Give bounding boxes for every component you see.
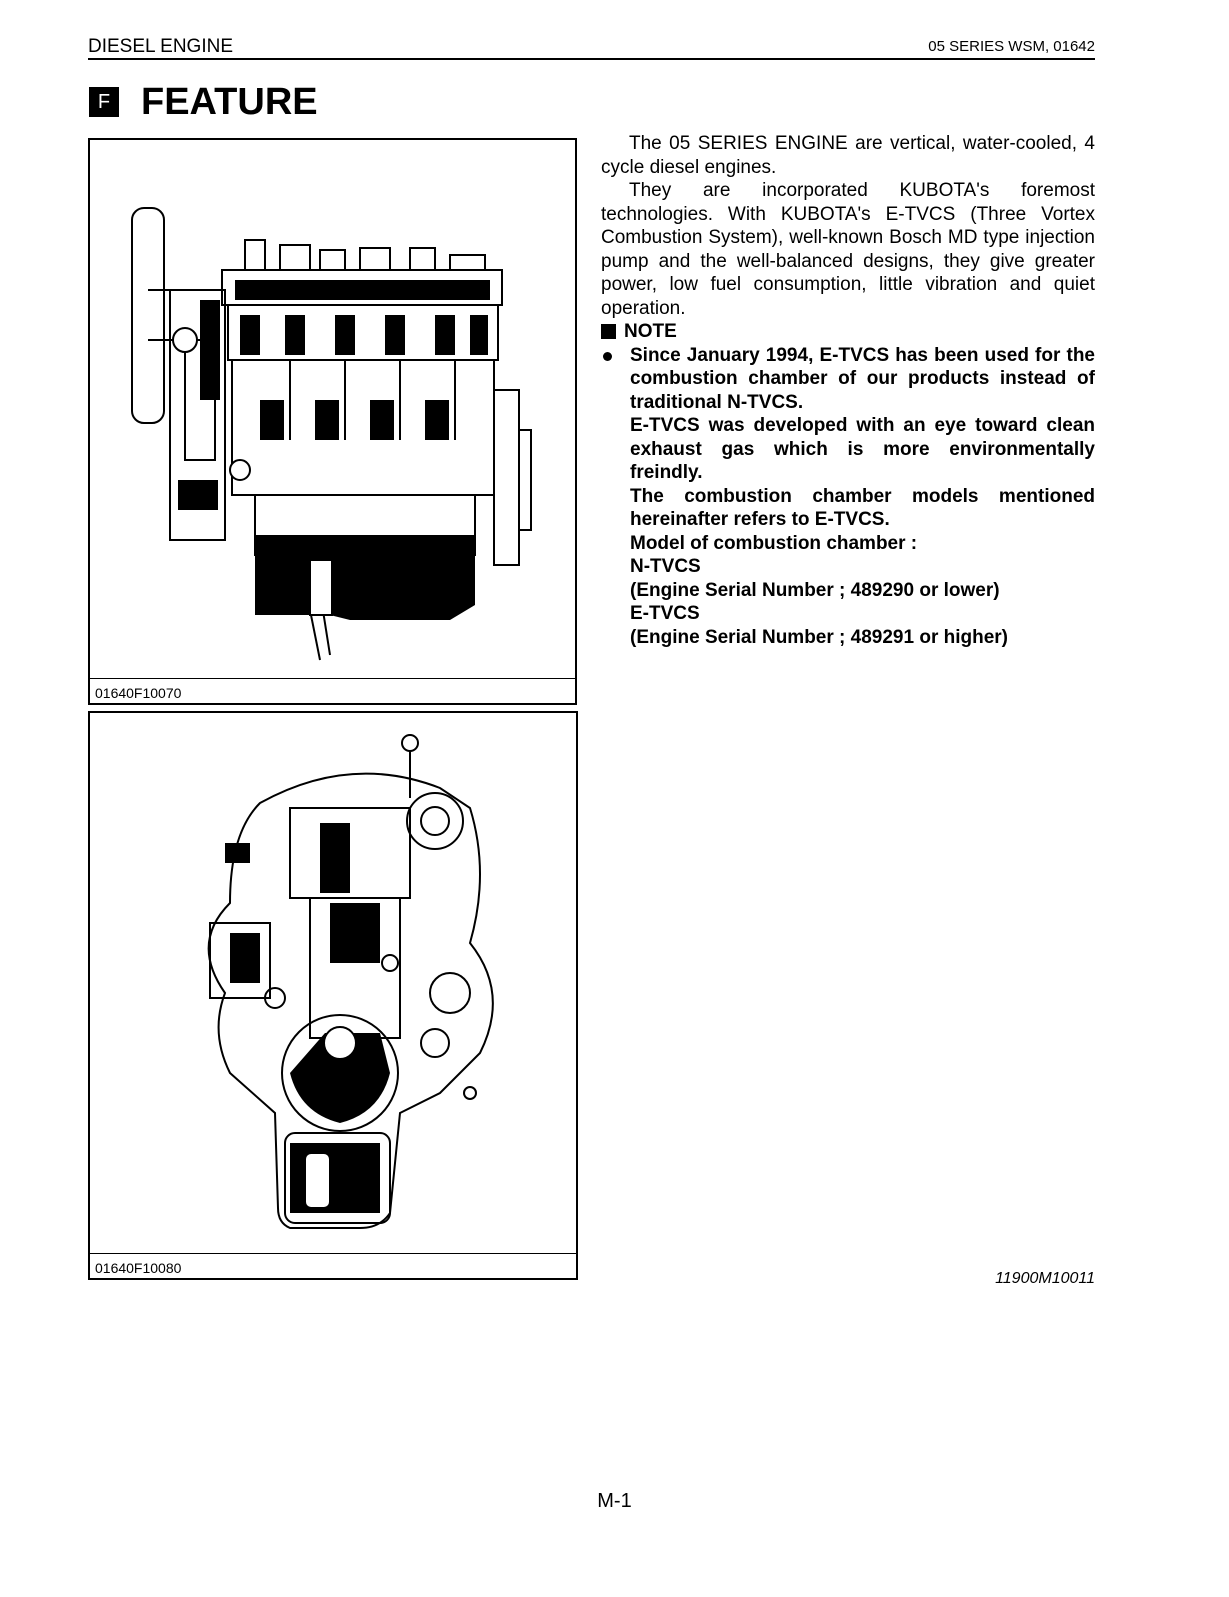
header-section-name: DIESEL ENGINE (88, 36, 234, 57)
engine-front-section-drawing (90, 713, 576, 1254)
note-line: (Engine Serial Number ; 489290 or lower) (630, 579, 1000, 601)
bullet-icon (603, 352, 612, 361)
figure-engine-front-section (88, 711, 578, 1280)
note-square-icon (601, 324, 616, 339)
paragraph-technology: They are incorporated KUBOTA's foremost technologies. With KUBOTA's E-TVCS (Three Vortex Combustion System), well-known Bosch MD type injection pump and the well-balanced designs, they give greater power, low fuel consumption, little vibration and quiet operation. (601, 180, 1095, 319)
figure-code: 01640F10080 (95, 1260, 182, 1276)
page-header (88, 36, 1095, 60)
figure-engine-side-section (88, 138, 577, 705)
note-line: (Engine Serial Number ; 489291 or higher) (630, 626, 1008, 648)
note-line: The combustion chamber models mentioned hereinafter refers to E-TVCS. (630, 485, 1095, 530)
header-manual-code: 05 SERIES WSM, 01642 (928, 38, 1095, 55)
figure-code: 01640F10070 (95, 685, 182, 701)
section-badge: F (89, 87, 119, 117)
page-number: M-1 (597, 1490, 632, 1512)
note-body (601, 344, 1095, 650)
section-heading (89, 80, 318, 123)
document-code: 11900M10011 (995, 1270, 1095, 1287)
feature-description (601, 132, 1095, 649)
paragraph-intro: The 05 SERIES ENGINE are vertical, water-cooled, 4 cycle diesel engines. (601, 133, 1095, 178)
note-label: NOTE (624, 321, 677, 342)
note-line: N-TVCS (630, 556, 701, 577)
engine-side-section-drawing (90, 140, 575, 679)
note-line: E-TVCS was developed with an eye toward clean exhaust gas which is more environmentally freindly. (630, 415, 1095, 483)
note-line: Model of combustion chamber : (630, 532, 918, 554)
note-line: Since January 1994, E-TVCS has been used for the combustion chamber of our products instead of traditional N-TVCS. (630, 344, 1095, 413)
note-heading (601, 320, 1095, 344)
section-title: FEATURE (141, 80, 318, 123)
note-line: E-TVCS (630, 603, 700, 624)
